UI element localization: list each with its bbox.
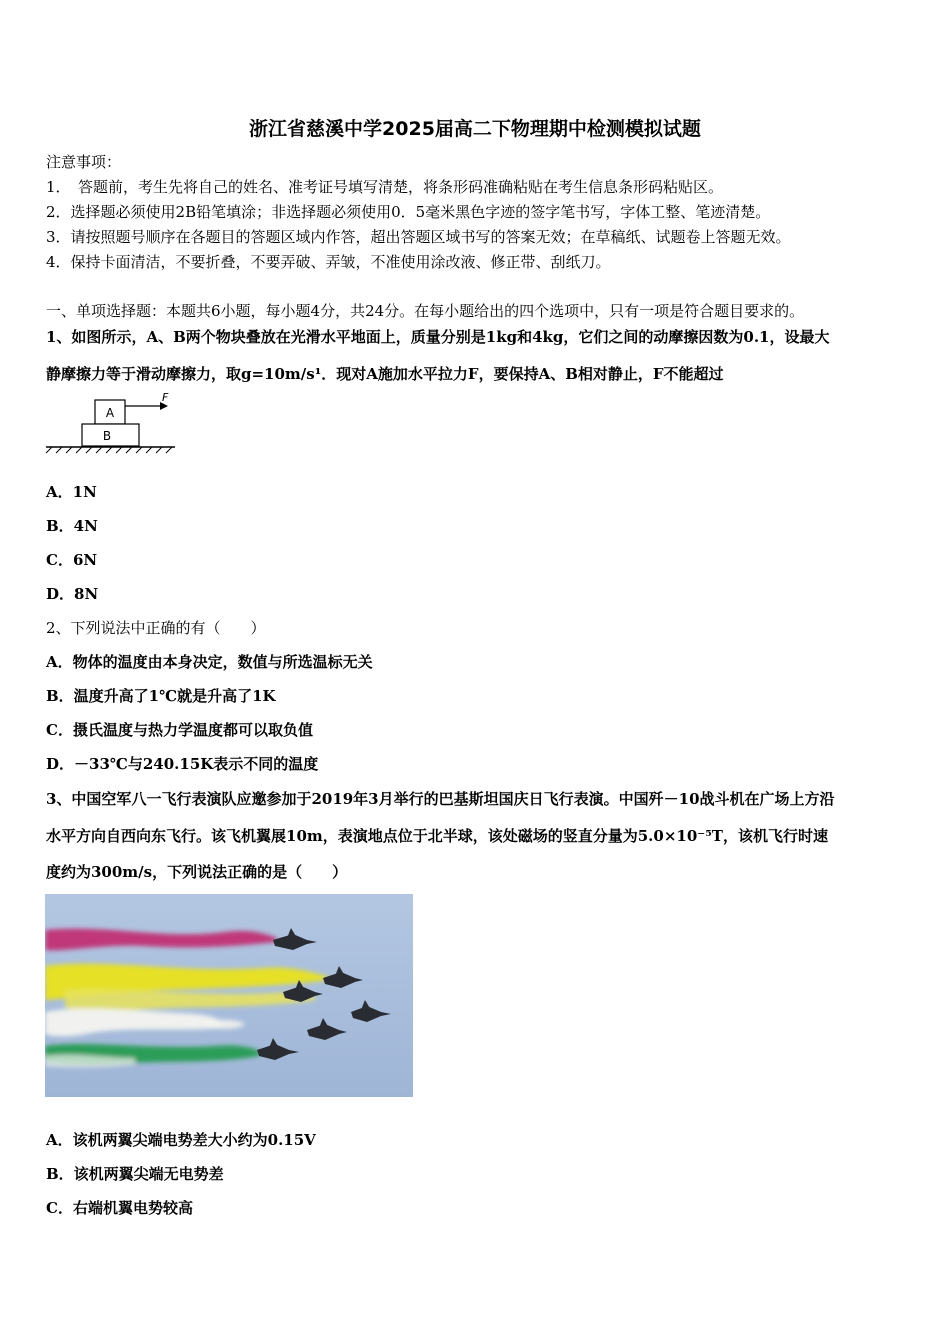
jets-photo [45,894,413,1097]
block-b-label: B [102,429,112,443]
q1-option-b: B．4N [46,517,98,535]
q3-stem-line3: 度约为300m/s，下列说法正确的是（ ） [46,863,348,881]
q3-option-c: C．右端机翼电势较高 [46,1199,193,1217]
q2-option-c: C．摄氏温度与热力学温度都可以取负值 [46,721,313,739]
q2-stem: 2、下列说法中正确的有（ ） [46,619,266,637]
section-heading: 一、单项选择题：本题共6小题，每小题4分，共24分。在每小题给出的四个选项中，只有一项是符合题目要求的。 [46,302,805,320]
q1-option-a: A．1N [46,483,97,501]
q1-stem-line2: 静摩擦力等于滑动摩擦力，取g=10m/s¹．现对A施加水平拉力F，要保持A、B相对静止，F不能超过 [46,365,724,383]
q3-option-a: A．该机两翼尖端电势差大小约为0.15V [46,1131,316,1149]
q3-stem-line1: 3、中国空军八一飞行表演队应邀参加于2019年3月举行的巴基斯坦国庆日飞行表演。中国歼－10战斗机在广场上方沿 [46,790,835,808]
force-label: F [162,392,169,404]
blocks-diagram [44,392,178,456]
notice-item: 3．请按照题号顺序在各题目的答题区域内作答，超出答题区域书写的答案无效；在草稿纸、试题卷上答题无效。 [46,228,791,246]
ground-hatch [46,447,172,453]
q2-option-d: D．－33℃与240.15K表示不同的温度 [46,755,319,773]
notice-heading: 注意事项： [46,153,122,171]
q3-option-b: B．该机两翼尖端无电势差 [46,1165,224,1183]
q1-option-d: D．8N [46,585,99,603]
q1-option-c: C．6N [46,551,98,569]
q2-option-a: A．物体的温度由本身决定，数值与所选温标无关 [46,653,373,671]
block-a-label: A [105,406,115,420]
q3-stem-line2: 水平方向自西向东飞行。该飞机翼展10m，表演地点位于北半球，该处磁场的竖直分量为5.0×10⁻⁵T，该机飞行时速 [46,827,828,845]
q1-stem-line1: 1、如图所示，A、B两个物块叠放在光滑水平地面上，质量分别是1kg和4kg，它们之间的动摩擦因数为0.1，设最大 [46,328,830,346]
notice-item: 2．选择题必须使用2B铅笔填涂；非选择题必须使用0．5毫米黑色字迹的签字笔书写，字体工整、笔迹清楚。 [46,203,771,221]
page-title: 浙江省慈溪中学2025届高二下物理期中检测模拟试题 [249,118,701,140]
q2-option-b: B．温度升高了1℃就是升高了1K [46,687,276,705]
notice-item: 4．保持卡面清洁，不要折叠，不要弄破、弄皱，不准使用涂改液、修正带、刮纸刀。 [46,253,611,271]
notice-item: 1． 答题前，考生先将自己的姓名、准考证号填写清楚，将条形码准确粘贴在考生信息条形码粘贴区。 [46,178,724,196]
